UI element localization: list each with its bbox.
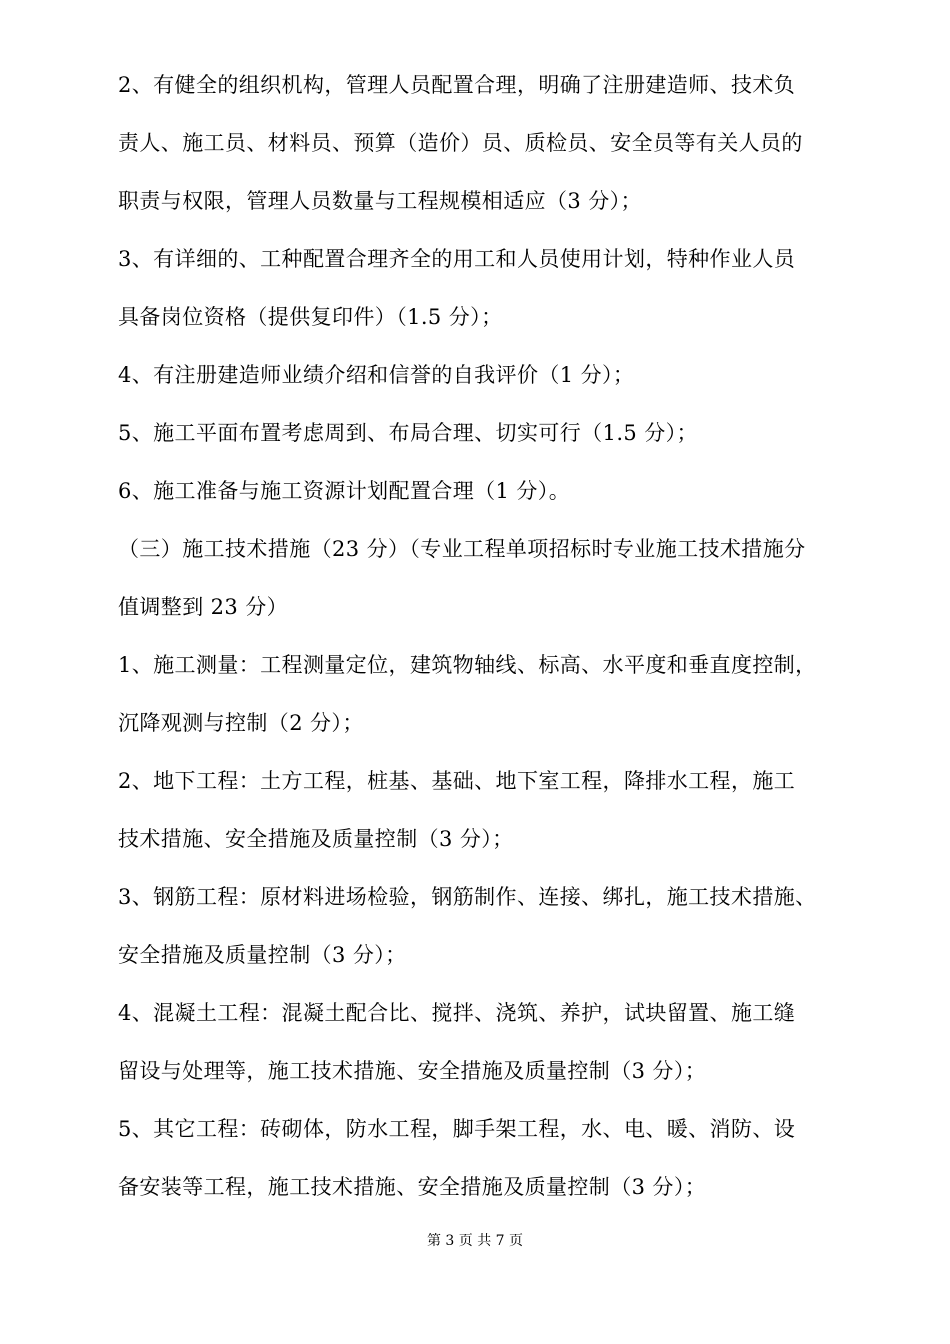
text-line: 1、施工测量：工程测量定位，建筑物轴线、标高、水平度和垂直度控制， <box>118 653 817 677</box>
text-line: 4、有注册建造师业绩介绍和信誉的自我评价（1 分）； <box>118 363 635 387</box>
text-line: 6、施工准备与施工资源计划配置合理（1 分）。 <box>118 479 571 503</box>
text-line: 3、钢筋工程：原材料进场检验，钢筋制作、连接、绑扎，施工技术措施、 <box>118 885 817 909</box>
text-line: 2、有健全的组织机构，管理人员配置合理，明确了注册建造师、技术负 <box>118 73 796 97</box>
text-line: 安全措施及质量控制（3 分）； <box>118 943 407 967</box>
text-line: 责人、施工员、材料员、预算（造价）员、质检员、安全员等有关人员的 <box>118 131 803 155</box>
text-line: 职责与权限，管理人员数量与工程规模相适应（3 分）； <box>118 189 642 213</box>
text-line: 留设与处理等，施工技术措施、安全措施及质量控制（3 分）； <box>118 1059 707 1083</box>
text-line: 5、其它工程：砖砌体，防水工程，脚手架工程，水、电、暖、消防、设 <box>118 1117 796 1141</box>
text-line: 具备岗位资格（提供复印件）（1.5 分）； <box>118 305 503 329</box>
section-heading: （三）施工技术措施（23 分）（专业工程单项招标时专业施工技术措施分 <box>118 537 806 561</box>
text-line: 5、施工平面布置考虑周到、布局合理、切实可行（1.5 分）； <box>118 421 698 445</box>
text-line: 沉降观测与控制（2 分）； <box>118 711 364 735</box>
text-line: 备安装等工程，施工技术措施、安全措施及质量控制（3 分）； <box>118 1175 707 1199</box>
text-line: 4、混凝土工程：混凝土配合比、搅拌、浇筑、养护，试块留置、施工缝 <box>118 1001 796 1025</box>
page-number: 第 3 页 共 7 页 <box>426 1233 524 1249</box>
text-line: 3、有详细的、工种配置合理齐全的用工和人员使用计划，特种作业人员 <box>118 247 796 271</box>
section-heading-continued: 值调整到 23 分） <box>118 595 289 619</box>
text-line: 技术措施、安全措施及质量控制（3 分）； <box>118 827 514 851</box>
text-line: 2、地下工程：土方工程，桩基、基础、地下室工程，降排水工程，施工 <box>118 769 796 793</box>
